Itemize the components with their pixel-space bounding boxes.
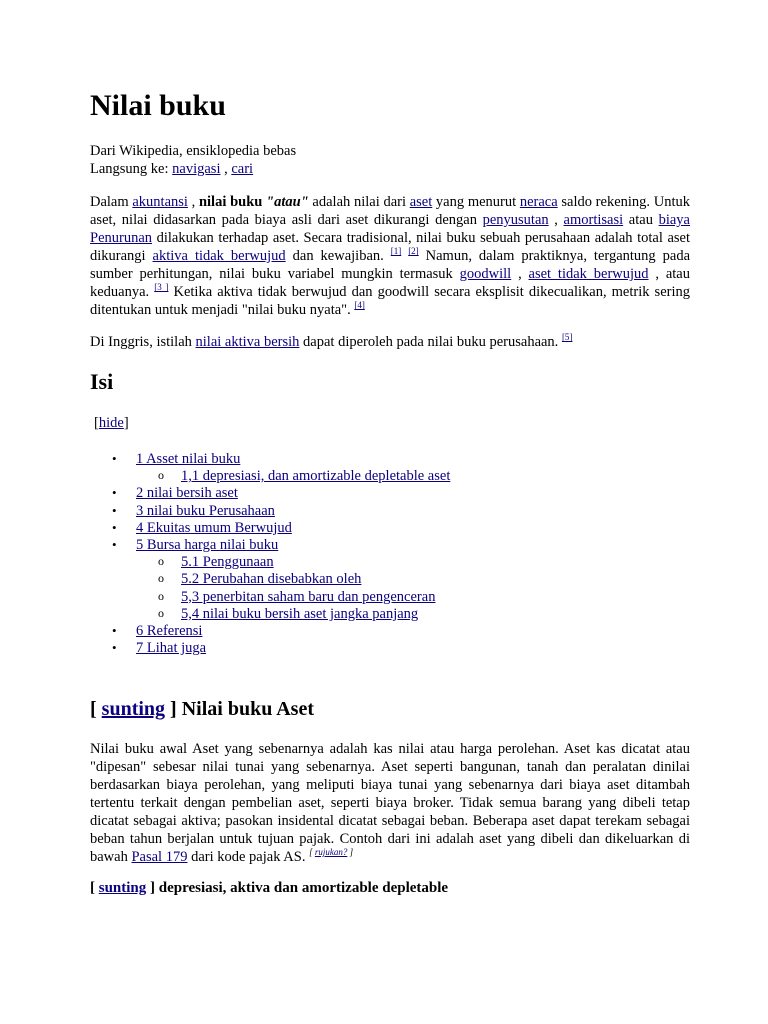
toc-link-5[interactable]: 5 Bursa harga nilai buku [136, 536, 279, 553]
toc-hide-link[interactable]: hide [98, 415, 124, 431]
toc-toggle: [hide] [94, 415, 129, 431]
toc-item [90, 588, 450, 605]
section-paragraph: Nilai buku awal Aset yang sebenarnya adalah kas nilai atau harga perolehan. Aset kas dicatat atau "dipesan" sebesar nilai tunai yang sebenarnya. Aset seperti bangunan, tanah dan peralatan dinilai berdasarkan biaya perolehan, yang meliputi biaya tunai yang sebenarnya dari biaya aset ditambah tertentu terkait dengan pembelian aset, seperti biaya broker. Tidak semua barang yang dibeli tetap dicatat sebagai aktiva; pasokan insidental dicatat sebagai beban. Beberapa aset dapat terekam sebagai beban tahun berjalan untuk tujuan pajak. Contoh dari ini adalah aset yang dibeli dan dikeluarkan di bawah Pasal 179 dari kode pajak AS. [ rujukan? ] [90, 741, 690, 865]
jump-links [90, 160, 253, 178]
toc-link-5-3[interactable]: 5,3 penerbitan saham baru dan pengenceran [181, 588, 436, 605]
toc-item [90, 467, 450, 484]
bold-italic-term: "atau" [266, 194, 309, 210]
citation-needed-link[interactable]: rujukan? [314, 847, 348, 857]
toc-link-4[interactable]: 4 Ekuitas umum Berwujud [136, 519, 292, 536]
ref-1[interactable]: [1] [390, 246, 402, 256]
section-title: Nilai buku Aset [181, 698, 314, 720]
toc-link-2[interactable]: 2 nilai bersih aset [136, 485, 238, 502]
link-biaya-penurunan[interactable]: biaya Penurunan [90, 212, 690, 246]
toc-item [90, 605, 450, 622]
toc-link-5-4[interactable]: 5,4 nilai buku bersih aset jangka panjang [181, 605, 419, 622]
section-heading-nilai-buku-aset: [ sunting ] Nilai buku Aset [90, 698, 314, 720]
toc-item [90, 484, 450, 501]
toc-item [90, 639, 450, 656]
subsection-heading-depresiasi: [ sunting ] depresiasi, aktiva dan amortizable depletable [90, 880, 449, 896]
toc-item [90, 519, 450, 536]
jump-separator: , [224, 161, 228, 177]
toc-item [90, 502, 450, 519]
edit-link[interactable]: sunting [101, 698, 166, 720]
ref-3[interactable]: [3 ] [154, 282, 169, 292]
jump-prefix: Langsung ke: [90, 161, 169, 177]
link-aktiva-tidak-berwujud[interactable]: aktiva tidak berwujud [152, 248, 286, 264]
link-amortisasi[interactable]: amortisasi [563, 212, 624, 228]
toc-link-7[interactable]: 7 Lihat juga [136, 640, 207, 657]
ref-4[interactable]: [4] [354, 300, 365, 310]
link-akuntansi[interactable]: akuntansi [132, 194, 188, 210]
link-goodwill[interactable]: goodwill [459, 266, 512, 282]
toc-link-1-1[interactable]: 1,1 depresiasi, dan amortizable depletable aset [181, 468, 451, 485]
intro-paragraph: Dalam akuntansi , nilai buku "atau" adalah nilai dari aset yang menurut neraca saldo rekening. Untuk aset, nilai didasarkan pada biaya asli dari aset dikurangi dengan penyusutan , amortisasi atau biaya Penurunan dilakukan terhadap aset. Secara tradisional, nilai buku sebuah perusahaan adalah total aset dikurangi aktiva tidak berwujud dan kewajiban. [1] [2] Namun, dalam praktiknya, tergantung pada sumber perhitungan, nilai buku variabel mungkin termasuk goodwill , aset tidak berwujud , atau keduanya. [3 ] Ketika aktiva tidak berwujud dan goodwill secara eksplisit dikecualikan, metrik sering ditentukan untuk menjadi "nilai buku nyata". [4] [90, 194, 691, 318]
bold-term: nilai buku [198, 194, 263, 210]
page-title: Nilai buku [90, 89, 226, 122]
toc-link-5-1[interactable]: 5.1 Penggunaan [181, 554, 274, 571]
link-neraca[interactable]: neraca [519, 194, 558, 210]
jump-search-link[interactable]: cari [231, 161, 254, 177]
toc-item [90, 536, 450, 553]
toc-link-5-2[interactable]: 5.2 Perubahan disebabkan oleh [181, 571, 362, 588]
link-aset[interactable]: aset [409, 194, 433, 210]
link-penyusutan[interactable]: penyusutan [482, 212, 549, 228]
subsection-title: depresiasi, aktiva dan amortizable depletable [158, 880, 449, 896]
toc-heading: Isi [90, 369, 114, 394]
table-of-contents [90, 450, 450, 656]
ref-2[interactable]: [2] [408, 246, 419, 256]
link-nilai-aktiva-bersih[interactable]: nilai aktiva bersih [195, 334, 300, 350]
toc-item [90, 622, 450, 639]
jump-navigation-link[interactable]: navigasi [172, 161, 221, 177]
edit-link[interactable]: sunting [98, 880, 147, 896]
citation-needed: [ rujukan? ] [309, 847, 354, 857]
link-pasal-179[interactable]: Pasal 179 [131, 849, 188, 865]
toc-link-3[interactable]: 3 nilai buku Perusahaan [136, 502, 275, 519]
link-aset-tidak-berwujud[interactable]: aset tidak berwujud [528, 266, 649, 282]
toc-item [90, 570, 450, 587]
toc-item [90, 450, 450, 467]
ref-5[interactable]: [5] [561, 332, 573, 342]
toc-link-6[interactable]: 6 Referensi [136, 622, 203, 639]
toc-link-1[interactable]: 1 Asset nilai buku [136, 451, 241, 467]
site-subtitle: Dari Wikipedia, ensiklopedia bebas [90, 143, 297, 159]
inggris-paragraph: Di Inggris, istilah nilai aktiva bersih dapat diperoleh pada nilai buku perusahaan. [5] [90, 332, 573, 350]
toc-item [90, 553, 450, 570]
